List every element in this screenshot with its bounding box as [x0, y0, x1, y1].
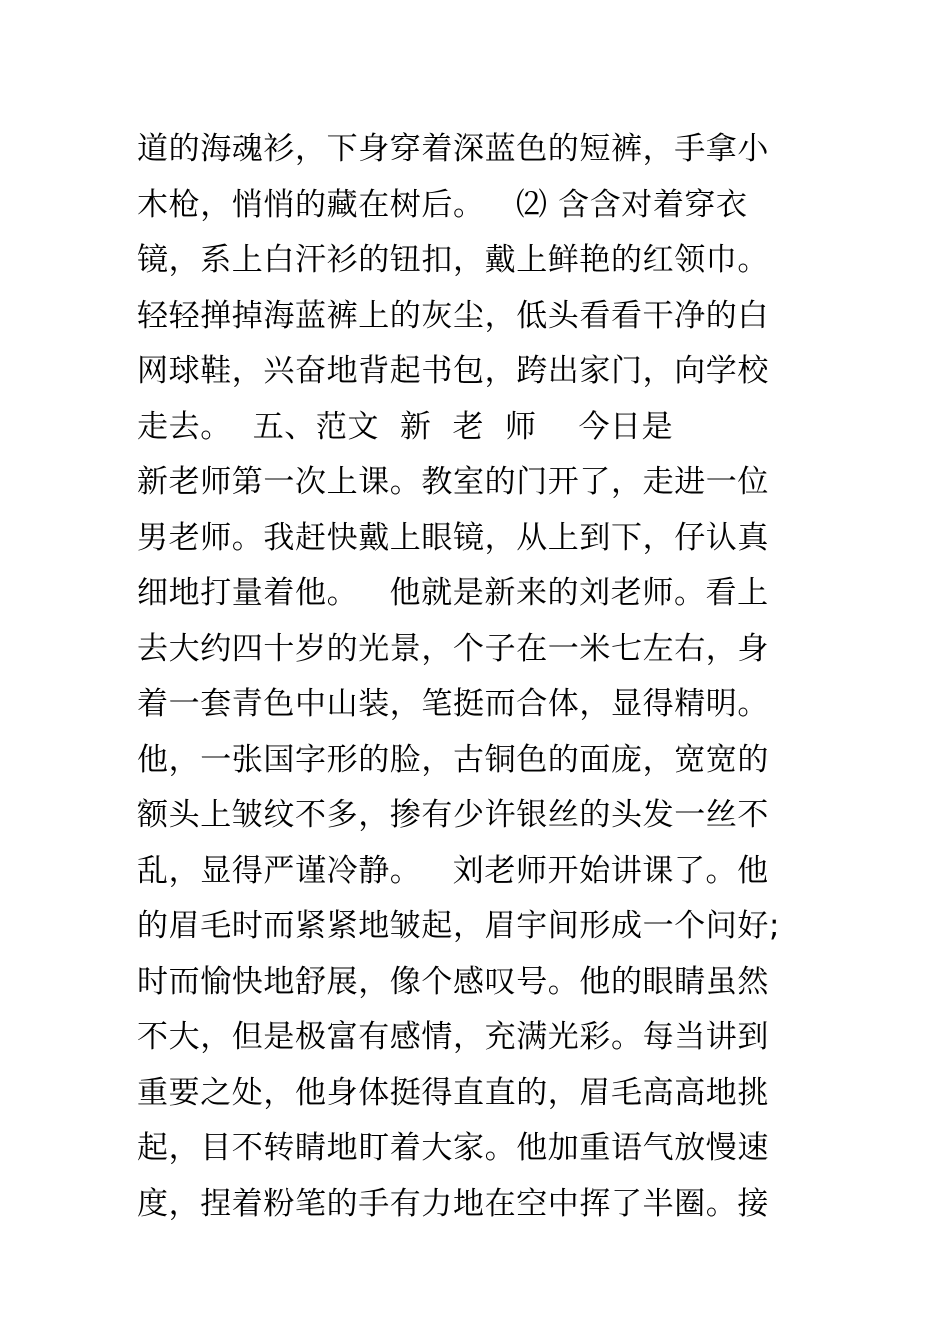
- text-line: 额头上皱纹不多，掺有少许银丝的头发一丝不: [137, 797, 769, 833]
- text-line: 镜，系上白汗衫的钮扣，戴上鲜艳的红领巾。: [137, 242, 769, 278]
- text-line: 新老师第一次上课。教室的门开了，走进一位: [137, 464, 769, 500]
- body-text: [137, 122, 837, 1232]
- text-line: 网球鞋，兴奋地背起书包，跨出家门，向学校: [137, 353, 769, 389]
- text-line: 男老师。我赶快戴上眼镜，从上到下，仔认真: [137, 519, 769, 556]
- text-line: 走去。 五、范文 新 老 师 今日是: [137, 408, 674, 445]
- text-line: 不大，但是极富有感情，充满光彩。每当讲到: [137, 1019, 769, 1055]
- text-line: 着一套青色中山装，笔挺而合体，显得精明。: [137, 686, 769, 722]
- text-line: 去大约四十岁的光景，个子在一米七左右，身: [137, 630, 769, 667]
- text-line: 轻轻掸掉海蓝裤上的灰尘，低头看看干净的白: [137, 297, 769, 334]
- text-line: 重要之处，他身体挺得直直的，眉毛高高地挑: [137, 1074, 769, 1111]
- text-line: 的眉毛时而紧紧地皱起，眉宇间形成一个问好;: [137, 908, 781, 944]
- text-line: 起，目不转睛地盯着大家。他加重语气放慢速: [137, 1130, 769, 1166]
- text-line: 道的海魂衫，下身穿着深蓝色的短裤，手拿小: [137, 131, 769, 167]
- text-line: 细地打量着他。 他就是新来的刘老师。看上: [137, 575, 769, 611]
- text-line: 乱，显得严谨冷静。 刘老师开始讲课了。他: [137, 852, 769, 889]
- text-line: 度，捏着粉笔的手有力地在空中挥了半圈。接: [137, 1185, 769, 1222]
- text-line: 木枪，悄悄的藏在树后。 ⑵ 含含对着穿衣: [137, 186, 748, 223]
- text-line: 他，一张国字形的脸，古铜色的面庞，宽宽的: [137, 741, 769, 778]
- text-line: 时而愉快地舒展，像个感叹号。他的眼睛虽然: [137, 963, 769, 1000]
